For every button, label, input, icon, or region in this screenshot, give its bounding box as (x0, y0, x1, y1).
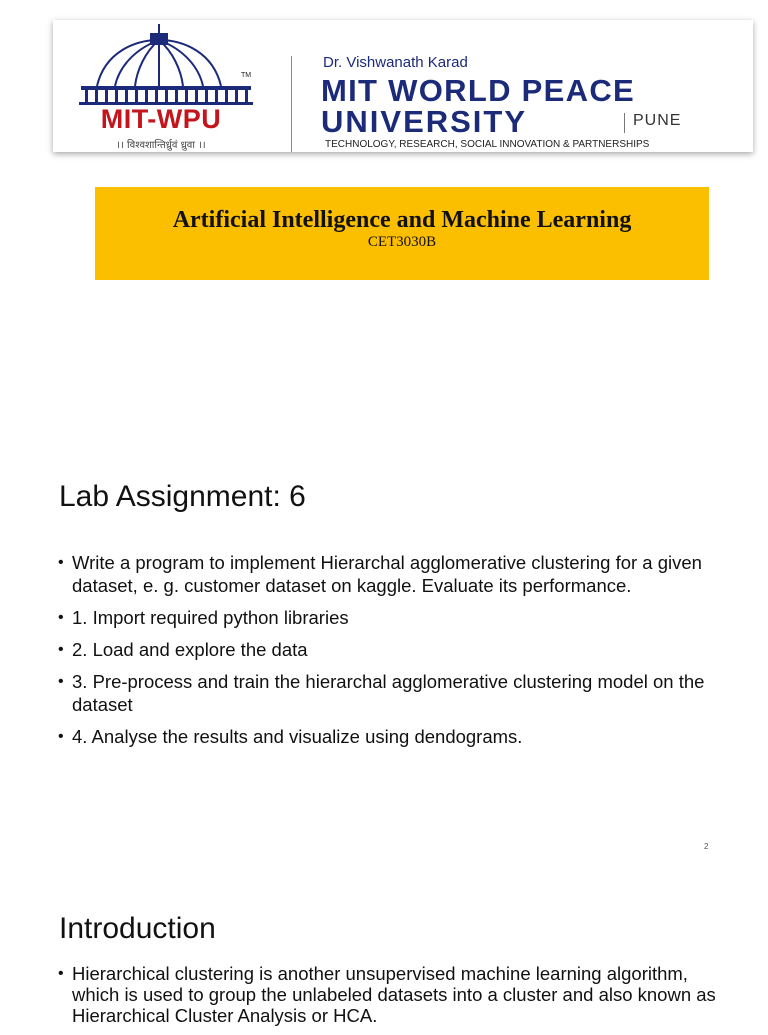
mit-wpu-logo (53, 20, 291, 152)
list-item-text: 1. Import required python libraries (72, 607, 349, 628)
list-item (58, 670, 718, 716)
university-name-line2: UNIVERSITY (321, 104, 528, 139)
logo-motto: ।। विश्वशान्तिर्ध्रुवं ध्रुवा ।। (116, 140, 206, 151)
bullet-icon: • (58, 609, 64, 626)
logo-wordmark: MIT-WPU (100, 104, 222, 134)
bullet-icon: • (58, 728, 64, 745)
dome-logo-icon (75, 22, 265, 106)
university-tagline: TECHNOLOGY, RESEARCH, SOCIAL INNOVATION & PARTNERSHIPS (325, 139, 650, 150)
course-title-box (95, 187, 709, 280)
university-name-line1: MIT WORLD PEACE (321, 73, 635, 108)
list-item-text: 3. Pre-process and train the hierarchal agglomerative clustering model on the dataset (72, 671, 705, 715)
list-item (58, 551, 718, 597)
course-code: CET3030B (367, 234, 437, 250)
course-title: Artificial Intelligence and Machine Learning (172, 207, 632, 233)
introduction-list (58, 963, 718, 1035)
university-banner (53, 20, 753, 152)
lab-assignment-heading: Lab Assignment: 6 (59, 480, 306, 513)
banner-divider (291, 56, 292, 152)
slide-number: 2 (704, 842, 709, 851)
list-item (58, 638, 718, 661)
university-prefix: Dr. Vishwanath Karad (323, 54, 468, 71)
list-item-text: Hierarchical clustering is another unsupervised machine learning algorithm, which is used to group the unlabeled datasets into a cluster and also known as Hierarchical Cluster Analysis or HCA. (72, 963, 716, 1026)
bullet-icon: • (58, 554, 64, 571)
list-item-text: Write a program to implement Hierarchal agglomerative clustering for a given dataset, e. g. customer dataset on kaggle. Evaluate its performance. (72, 552, 702, 596)
lab-assignment-list (58, 551, 718, 757)
city-separator (624, 113, 625, 133)
list-item-text: 4. Analyse the results and visualize using dendograms. (72, 726, 523, 747)
bullet-icon: • (58, 673, 64, 690)
trademark-mark: TM (241, 72, 252, 79)
introduction-heading: Introduction (59, 912, 216, 945)
bullet-icon: • (58, 641, 64, 658)
bullet-icon: • (58, 965, 64, 982)
university-city: PUNE (633, 112, 682, 129)
list-item-text: 2. Load and explore the data (72, 639, 308, 660)
list-item (58, 725, 718, 748)
list-item (58, 963, 718, 1026)
list-item (58, 606, 718, 629)
